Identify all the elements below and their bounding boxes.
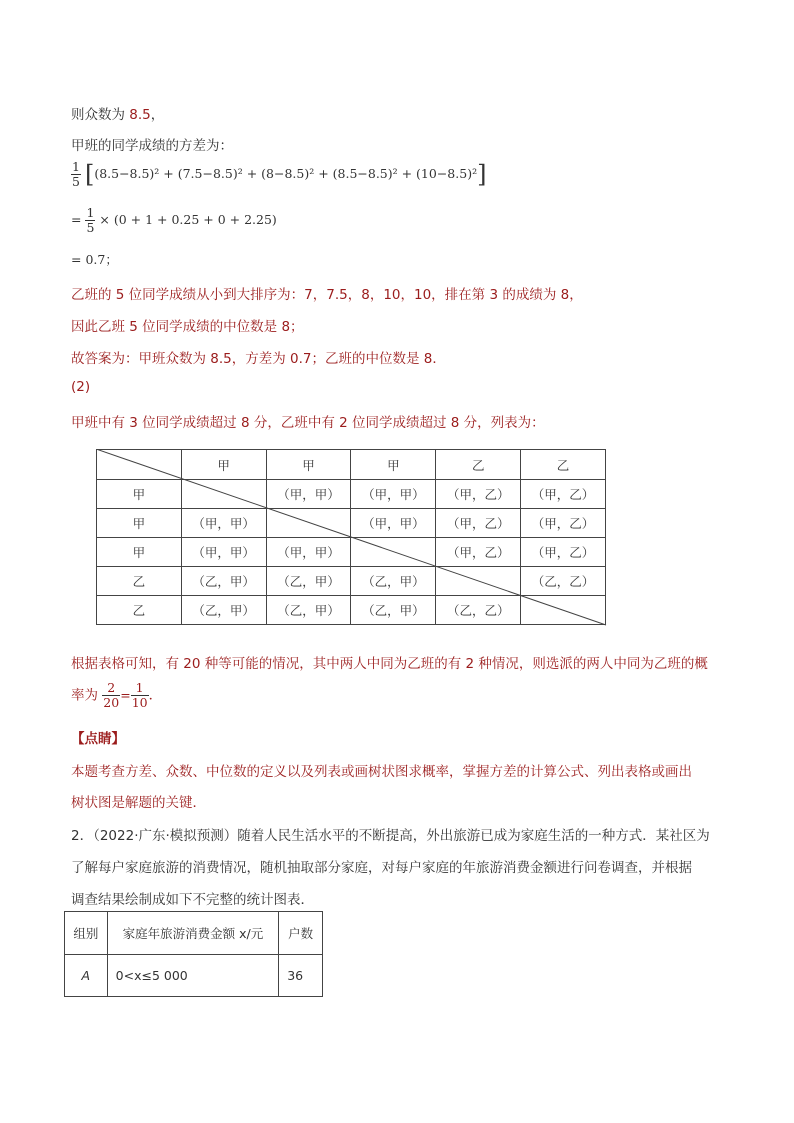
row-header: 甲: [97, 538, 182, 567]
variance-formula: $\frac{1}{5}$ [(8.5−8.5)² + (7.5−8.5)² + (8−8.5)² + (8.5−8.5)² + (10−8.5)²]: [72, 159, 487, 189]
mode-line: 则众数为 8.5，: [71, 107, 165, 123]
table-cell: （乙，甲）: [181, 596, 266, 625]
diagonal-line: [96, 449, 607, 626]
col-header: 甲: [351, 450, 436, 480]
stat-table: [64, 911, 323, 997]
table-cell: （甲，甲）: [181, 509, 266, 538]
table-cell: 36: [279, 955, 323, 997]
table-cell: （甲，甲）: [266, 538, 351, 567]
dianjing-heading: 【点睛】: [71, 731, 125, 747]
table-cell: 0<x≤5 000: [107, 955, 279, 997]
table-cell: （甲，乙）: [521, 480, 606, 509]
mode-value: 8.5: [129, 107, 151, 123]
table-cell: （甲，甲）: [266, 480, 351, 509]
table-cell: （甲，甲）: [181, 538, 266, 567]
row-header: 甲: [97, 480, 182, 509]
col-header: 甲: [266, 450, 351, 480]
sorted-scores: 乙班的 5 位同学成绩从小到大排序为：7，7.5，8，10，10，排在第 3 的成绩为 8，: [71, 287, 583, 303]
col-header: 甲: [181, 450, 266, 480]
variance-intro: 甲班的同学成绩的方差为：: [71, 138, 233, 154]
probability-line: 率为 $\frac{2}{20}$ = $\frac{1}{10}$ ．: [71, 680, 163, 710]
row-header: 甲: [97, 509, 182, 538]
dianjing-line-1: 本题考查方差、众数、中位数的定义以及列表或画树状图求概率，掌握方差的计算公式、列出表格或画出: [71, 764, 692, 780]
median-line: 因此乙班 5 位同学成绩的中位数是 8；: [71, 319, 304, 335]
question-2-line-2: 了解每户家庭旅游的消费情况，随机抽取部分家庭，对每户家庭的年旅游消费金额进行问卷调查，并根据: [71, 860, 692, 876]
answer-line: 故答案为：甲班众数为 8.5，方差为 0.7；乙班的中位数是 8．: [71, 351, 446, 367]
variance-result: = 0.7；: [71, 252, 118, 267]
table-cell: （乙，甲）: [266, 596, 351, 625]
table-cell: （乙，甲）: [181, 567, 266, 596]
table-cell: （乙，乙）: [436, 596, 521, 625]
row-header: 乙: [97, 596, 182, 625]
col-header: 乙: [521, 450, 606, 480]
row-header: 乙: [97, 567, 182, 596]
table-cell: （甲，乙）: [436, 480, 521, 509]
table-row: [65, 955, 323, 997]
table-cell: （乙，甲）: [351, 567, 436, 596]
question-2-line-1: 2．（2022·广东·模拟预测）随着人民生活水平的不断提高，外出旅游已成为家庭生活的一种方式．某社区为: [71, 828, 710, 844]
question-2-line-3: 调查结果绘制成如下不完整的统计图表．: [71, 892, 314, 908]
table-cell: （甲，乙）: [436, 538, 521, 567]
col-header: 家庭年旅游消费金额 x/元: [107, 912, 279, 955]
table-cell: （甲，甲）: [351, 480, 436, 509]
table-cell: （乙，甲）: [266, 567, 351, 596]
table-cell: （甲，甲）: [351, 509, 436, 538]
table-cell: （甲，乙）: [436, 509, 521, 538]
table-cell: A: [65, 955, 108, 997]
table-cell: （甲，乙）: [521, 538, 606, 567]
table-cell: （乙，乙）: [521, 567, 606, 596]
col-header: 户数: [279, 912, 323, 955]
table-cell: （甲，乙）: [521, 509, 606, 538]
conclusion-line: 根据表格可知，有 20 种等可能的情况，其中两人中同为乙班的有 2 种情况，则选派的两人中同为乙班的概: [71, 656, 708, 672]
col-header: 乙: [436, 450, 521, 480]
over-8-line: 甲班中有 3 位同学成绩超过 8 分，乙班中有 2 位同学成绩超过 8 分，列表为：: [71, 415, 545, 431]
col-header: 组别: [65, 912, 108, 955]
table-cell: （乙，甲）: [351, 596, 436, 625]
dianjing-line-2: 树状图是解题的关键．: [71, 795, 206, 811]
variance-step2: = $\frac{1}{5}$ × (0 + 1 + 0.25 + 0 + 2.25): [71, 205, 277, 235]
part-2-label: (2): [71, 379, 91, 395]
